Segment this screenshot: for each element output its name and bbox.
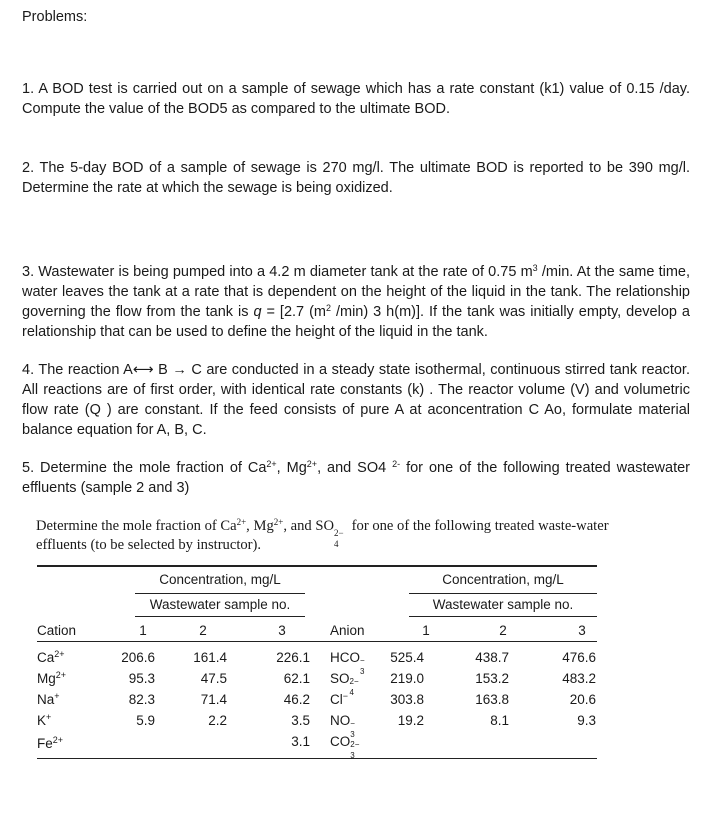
table-cell: 219.0 — [390, 671, 424, 686]
anion-sample-2-header: 2 — [499, 623, 507, 638]
cation-row-ca: $Ca^{2+}$ — [37, 649, 65, 665]
header-bottom-rule — [37, 641, 597, 642]
table-cell: 3.1 — [291, 734, 310, 749]
anion-row-no3: NO − 3 — [330, 713, 355, 739]
cation-column-header: Cation — [37, 623, 77, 638]
table-bottom-rule — [37, 758, 597, 759]
anion-sample-1-header: 1 — [422, 623, 430, 638]
problem-2-text: 2. The 5-day BOD of a sample of sewage is 270 mg/l. The ultimate BOD is reported to be 390 mg/l. Determine the rate at which the sewage is being oxidized. — [22, 160, 690, 196]
table-cell: 2.2 — [208, 713, 227, 728]
cation-concentration-header: Concentration, mg/L — [159, 572, 281, 587]
cation-row-k: K+ — [37, 712, 52, 728]
table-cell: 19.2 — [397, 713, 424, 728]
table-cell: 62.1 — [283, 671, 310, 686]
problem-1 — [22, 79, 690, 119]
problem-1-text: 1. A BOD test is carried out on a sample of sewage which has a rate constant (k1) value of 0.15 /day. Compute the value of the BOD5 as compared to the ultimate BOD. — [22, 81, 690, 117]
table-cell: 153.2 — [475, 671, 509, 686]
anion-group-rule-2 — [409, 616, 597, 617]
table-cell: 82.3 — [128, 692, 155, 707]
table-cell: 483.2 — [562, 671, 596, 686]
anion-sample-3-header: 3 — [578, 623, 586, 638]
problem-3 — [22, 262, 690, 342]
anion-row-so4: SO 2− 4 — [330, 671, 359, 697]
table-cell: 161.4 — [193, 650, 227, 665]
anion-sample-header: Wastewater sample no. — [432, 597, 574, 612]
problem-4-text: 4. The reaction A⟷ B → C are conducted in a steady state isothermal, continuous stirred tank reactor. All reactions are of first order, with identical rate constants (k) . The reactor volume (V) and volumetric flow rate (Q ) are constant. If the feed consists of pure A at aconcentration C Ao, formulate material balance equation for A, B, C. — [22, 362, 690, 438]
cation-sample-3-header: 3 — [278, 623, 286, 638]
table-cell: 525.4 — [390, 650, 424, 665]
table-cell: 438.7 — [475, 650, 509, 665]
table-cell: 71.4 — [200, 692, 227, 707]
cation-sample-1-header: 1 — [139, 623, 147, 638]
table-cell: 3.5 — [291, 713, 310, 728]
problem-4 — [22, 360, 690, 440]
cation-row-na: Na+ — [37, 691, 60, 707]
cation-row-mg: $Mg^{2+}$ — [37, 670, 67, 686]
page-heading: Problems: — [22, 9, 88, 25]
table-cell: 8.1 — [490, 713, 509, 728]
table-cell: 9.3 — [577, 713, 596, 728]
cation-sample-2-header: 2 — [199, 623, 207, 638]
anion-group-rule-1 — [409, 593, 597, 594]
table-caption: Determine the mole fraction of $Ca^{2+}$, $Mg^{2+}$, and SO 2− 4 for one of the following treated waste-water effluents (to be selected by instructor). — [36, 517, 609, 553]
table-top-rule — [37, 565, 597, 567]
anion-row-hco3: HCO − 3 — [330, 650, 365, 676]
table-cell: 5.9 — [136, 713, 155, 728]
problem-5-text: 5. Determine the mole fraction of $Ca^{2+}$, $Mg^{2+}$, and SO4 $^{2-}$ for one of the following treated wastewater effluents (sample 2 and 3) — [22, 459, 690, 496]
table-cell: 46.2 — [283, 692, 310, 707]
problem-5 — [22, 458, 690, 498]
anion-concentration-header: Concentration, mg/L — [442, 572, 564, 587]
table-cell: 476.6 — [562, 650, 596, 665]
cation-row-fe: $Fe^{2+}$ — [37, 735, 64, 751]
table-cell: 206.6 — [121, 650, 155, 665]
anion-row-co3: CO 2− 3 — [330, 734, 360, 760]
table-cell: 303.8 — [390, 692, 424, 707]
problem-3-text: 3. Wastewater is being pumped into a 4.2 m diameter tank at the rate of 0.75 $m^3$ /min. At the same time, water leaves the tank at a rate that is dependent on the height of the liquid in the tank. The relationship governing the flow from the tank is q = [2.7 ($m^2$ /min) 3 h(m)]. If the tank was initially empty, develop a relationship that can be used to define the height of the liquid in the tank. — [22, 263, 691, 340]
table-cell: 95.3 — [128, 671, 155, 686]
table-cell: 20.6 — [569, 692, 596, 707]
concentration-table — [37, 563, 597, 763]
table-cell: 226.1 — [276, 650, 310, 665]
anion-column-header: Anion — [330, 623, 365, 638]
cation-sample-header: Wastewater sample no. — [149, 597, 291, 612]
table-cell: 47.5 — [200, 671, 227, 686]
cation-group-rule-1 — [135, 593, 305, 594]
problem-2 — [22, 158, 690, 198]
cation-group-rule-2 — [135, 616, 305, 617]
anion-row-cl: Cl− — [330, 691, 349, 707]
table-cell: 163.8 — [475, 692, 509, 707]
